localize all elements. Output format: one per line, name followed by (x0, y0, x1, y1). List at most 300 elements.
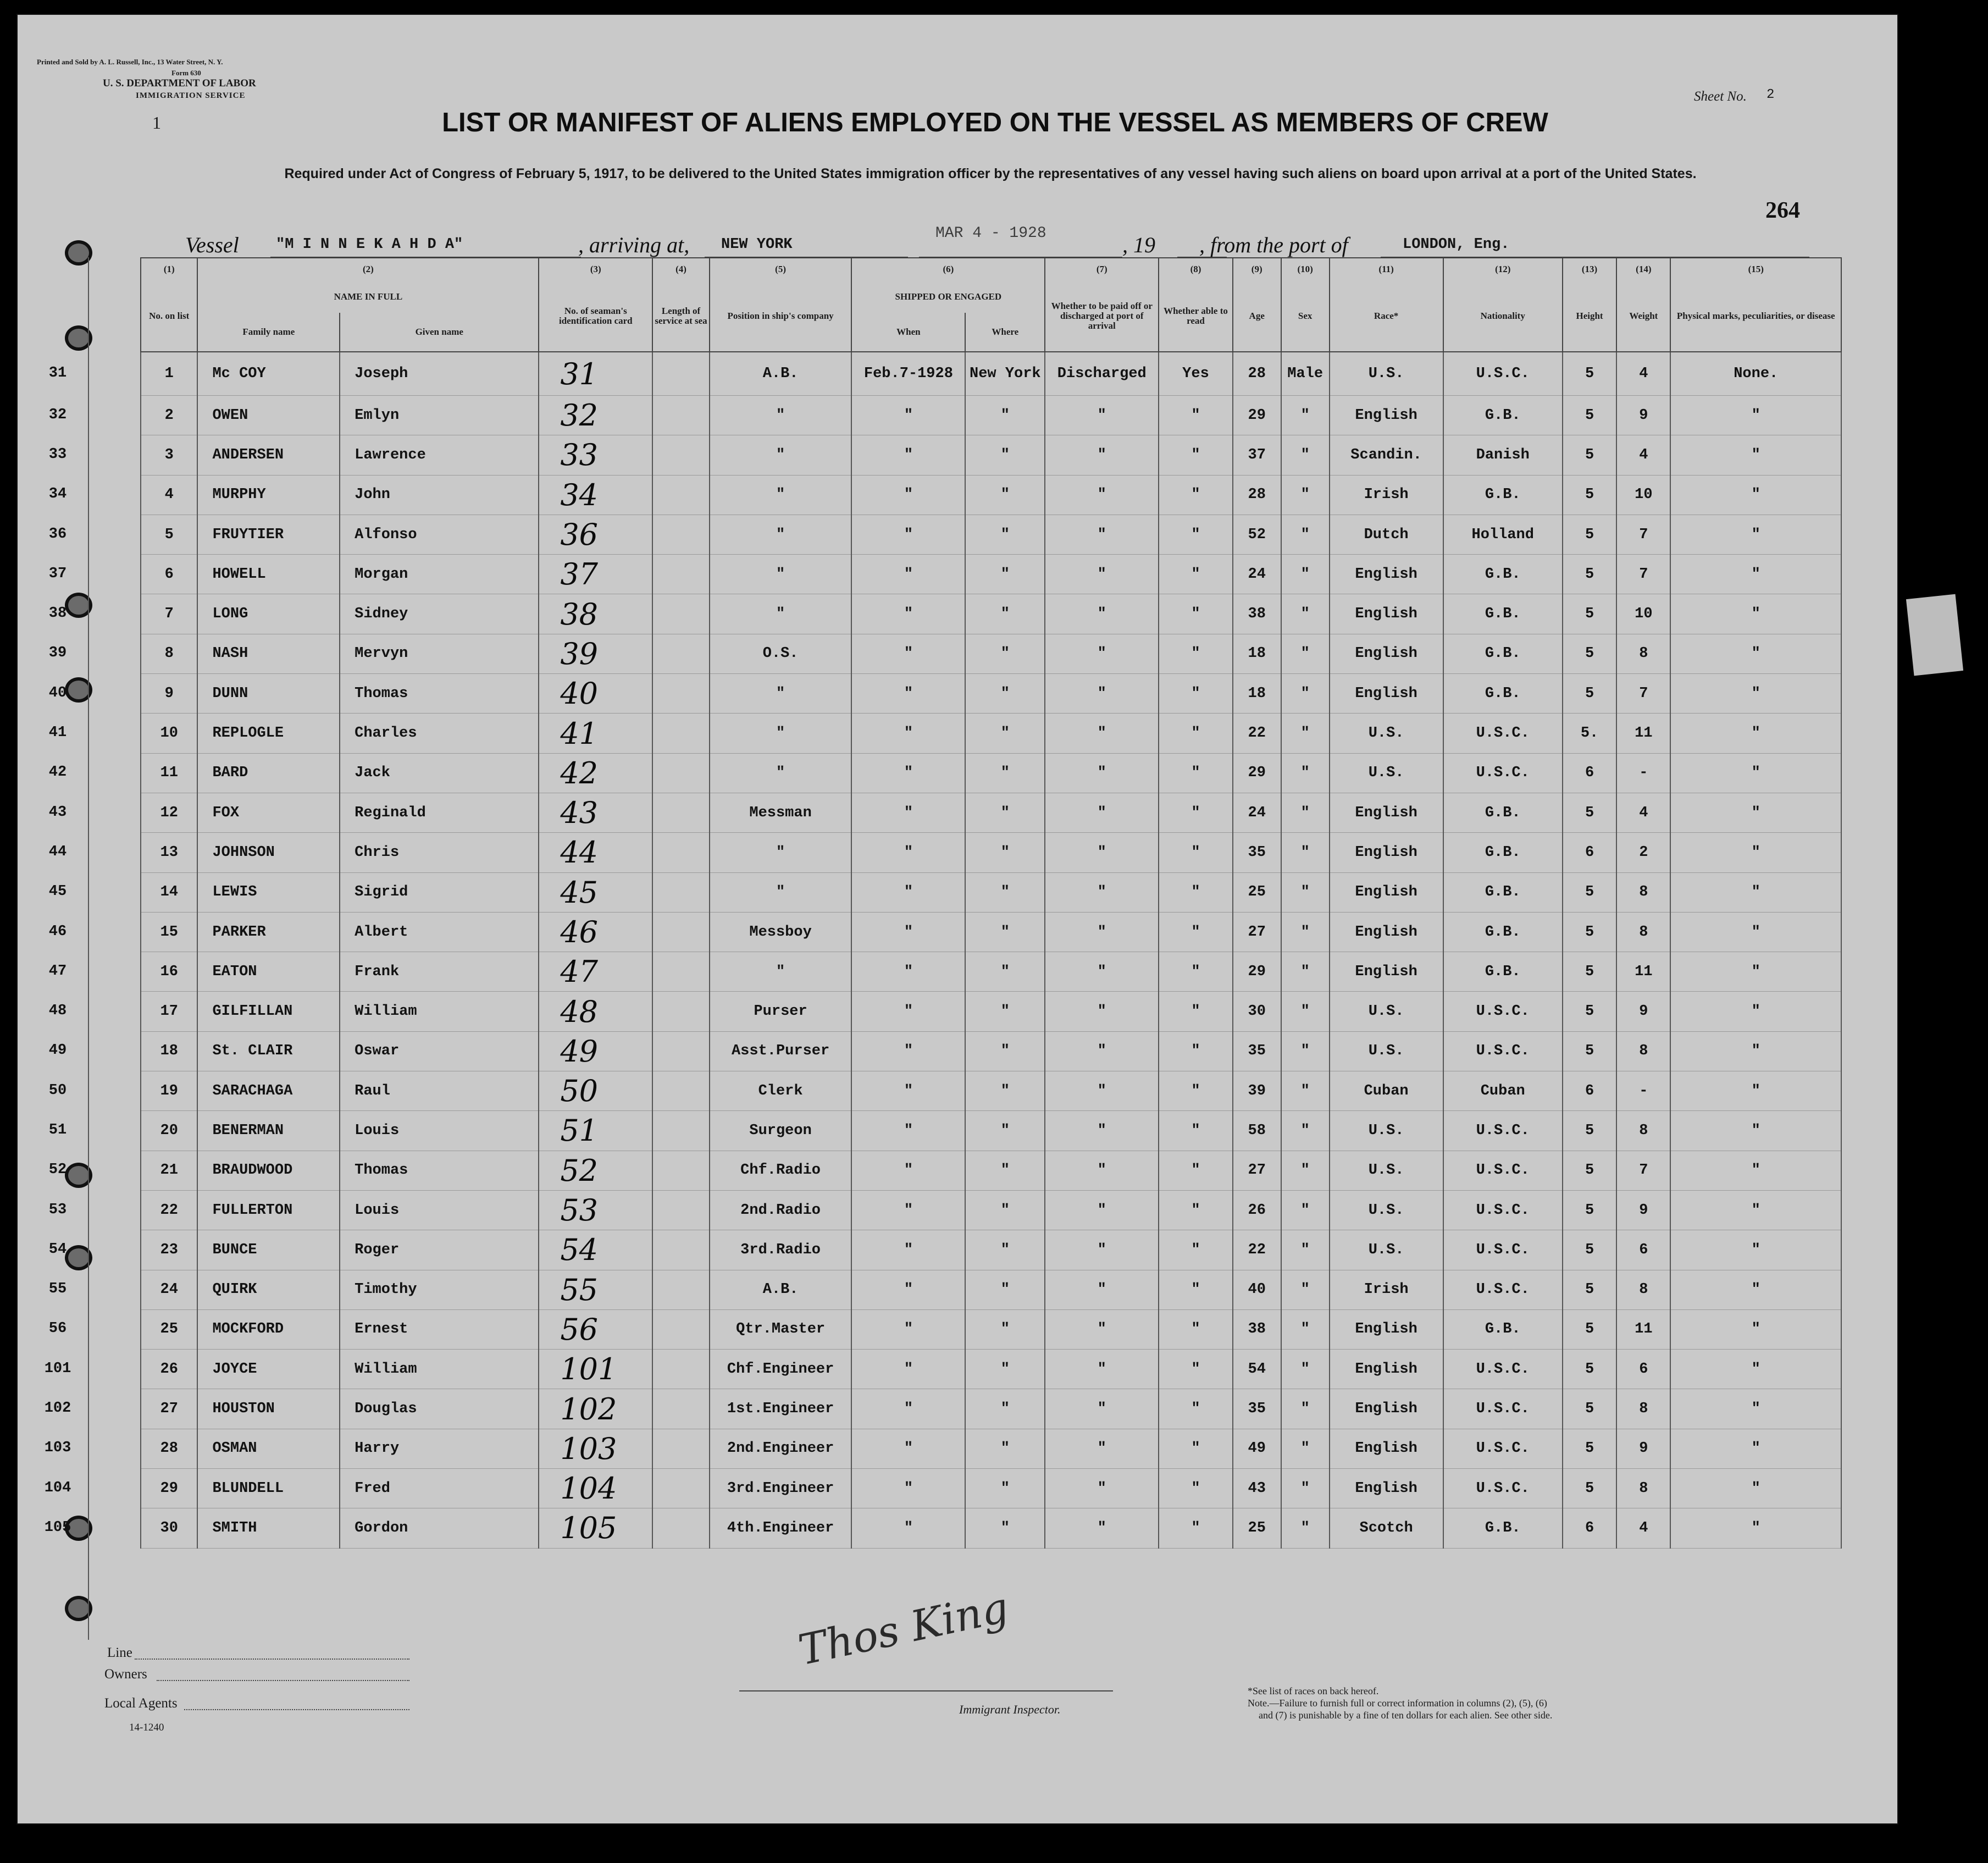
weight-cell: 8 (1616, 1031, 1670, 1071)
list-number-cell: 29 (141, 1469, 197, 1508)
id-card-number-cell: 40 (539, 674, 652, 714)
list-number-cell: 23 (141, 1230, 197, 1270)
physical-marks-cell: " (1670, 594, 1841, 634)
list-number-cell: 28 (141, 1429, 197, 1468)
family-name-cell: HOUSTON (197, 1389, 340, 1429)
sex-cell: " (1281, 1389, 1330, 1429)
paid-off-cell: " (1045, 872, 1159, 912)
given-name-cell: Morgan (340, 555, 539, 594)
id-card-number-cell: 39 (539, 634, 652, 673)
weight-cell: 6 (1616, 1350, 1670, 1389)
paid-off-cell: " (1045, 992, 1159, 1031)
length-of-service-cell (652, 952, 709, 992)
nationality-cell: U.S.C. (1443, 753, 1563, 793)
physical-marks-cell: " (1670, 753, 1841, 793)
paid-off-cell: " (1045, 1270, 1159, 1309)
position-cell: " (710, 674, 852, 714)
list-number-cell: 1 (141, 352, 197, 396)
given-name-cell: Timothy (340, 1270, 539, 1309)
given-name-cell: John (340, 475, 539, 515)
paid-off-cell: " (1045, 594, 1159, 634)
age-cell: 54 (1233, 1350, 1281, 1389)
sheet-reference-number: 40 (48, 684, 67, 701)
nationality-cell: G.B. (1443, 594, 1563, 634)
list-number-cell: 4 (141, 475, 197, 515)
paid-off-cell: " (1045, 1071, 1159, 1111)
physical-marks-cell: " (1670, 1111, 1841, 1151)
sheet-reference-number: 53 (48, 1201, 67, 1218)
family-name-cell: ANDERSEN (197, 435, 340, 475)
paper-tab (1906, 594, 1963, 676)
list-number-cell: 18 (141, 1031, 197, 1071)
shipped-when-cell: " (851, 1151, 965, 1190)
race-cell: English (1330, 1389, 1443, 1429)
vessel-label: Vessel (185, 233, 239, 257)
nationality-cell: U.S.C. (1443, 1429, 1563, 1468)
header-family-name: Family name (197, 313, 340, 352)
age-cell: 40 (1233, 1270, 1281, 1309)
age-cell: 49 (1233, 1429, 1281, 1468)
age-cell: 29 (1233, 396, 1281, 435)
shipped-where-cell: New York (965, 352, 1045, 396)
family-name-cell: HOWELL (197, 555, 340, 594)
length-of-service-cell (652, 992, 709, 1031)
sheet-reference-number: 32 (48, 406, 67, 423)
table-row (141, 475, 1841, 515)
sex-cell: " (1281, 1350, 1330, 1389)
id-card-number-cell: 103 (539, 1429, 652, 1468)
id-card-number-cell: 38 (539, 594, 652, 634)
position-cell: " (710, 515, 852, 554)
height-cell: 5 (1563, 352, 1616, 396)
height-cell: 5 (1563, 1469, 1616, 1508)
height-cell: 5 (1563, 1309, 1616, 1349)
sex-cell: " (1281, 1071, 1330, 1111)
table-row (141, 912, 1841, 952)
given-name-cell: Louis (340, 1190, 539, 1230)
weight-cell: 9 (1616, 396, 1670, 435)
shipped-when-cell: " (851, 952, 965, 992)
given-name-cell: Thomas (340, 1151, 539, 1190)
age-cell: 38 (1233, 594, 1281, 634)
age-cell: 28 (1233, 475, 1281, 515)
shipped-when-cell: " (851, 1350, 965, 1389)
height-cell: 5 (1563, 435, 1616, 475)
table-row (141, 1190, 1841, 1230)
sex-cell: " (1281, 793, 1330, 832)
sex-cell: " (1281, 1190, 1330, 1230)
physical-marks-cell: " (1670, 674, 1841, 714)
given-name-cell: Charles (340, 714, 539, 753)
nationality-cell: G.B. (1443, 912, 1563, 952)
shipped-where-cell: " (965, 555, 1045, 594)
height-cell: 5 (1563, 793, 1616, 832)
col-number: (3) (539, 258, 652, 280)
col-number: (6) (851, 258, 1045, 280)
agents-dots (184, 1709, 409, 1710)
family-name-cell: BLUNDELL (197, 1469, 340, 1508)
sheet-reference-number: 56 (48, 1320, 67, 1337)
paid-off-cell: " (1045, 1230, 1159, 1270)
header-where: Where (965, 313, 1045, 352)
age-cell: 58 (1233, 1111, 1281, 1151)
age-cell: 24 (1233, 555, 1281, 594)
position-cell: 2nd.Engineer (710, 1429, 852, 1468)
length-of-service-cell (652, 1309, 709, 1349)
weight-cell: 10 (1616, 594, 1670, 634)
id-card-number-cell: 48 (539, 992, 652, 1031)
col-number: (11) (1330, 258, 1443, 280)
shipped-when-cell: " (851, 1508, 965, 1548)
able-to-read-cell: " (1159, 435, 1233, 475)
race-cell: U.S. (1330, 1190, 1443, 1230)
able-to-read-cell: " (1159, 1071, 1233, 1111)
table-row (141, 1469, 1841, 1508)
nationality-cell: U.S.C. (1443, 1270, 1563, 1309)
table-row (141, 753, 1841, 793)
sheet-reference-number: 38 (48, 605, 67, 622)
table-row (141, 1230, 1841, 1270)
sheet-reference-number: 105 (44, 1519, 71, 1536)
sex-cell: Male (1281, 352, 1330, 396)
list-number-cell: 20 (141, 1111, 197, 1151)
line-dots (135, 1659, 409, 1660)
position-cell: 3rd.Radio (710, 1230, 852, 1270)
line-label: Line (107, 1645, 132, 1660)
age-cell: 30 (1233, 992, 1281, 1031)
length-of-service-cell (652, 1350, 709, 1389)
family-name-cell: FRUYTIER (197, 515, 340, 554)
given-name-cell: Joseph (340, 352, 539, 396)
shipped-where-cell: " (965, 952, 1045, 992)
col-number: (5) (710, 258, 852, 280)
table-row (141, 435, 1841, 475)
able-to-read-cell: " (1159, 833, 1233, 872)
sex-cell: " (1281, 594, 1330, 634)
length-of-service-cell (652, 1508, 709, 1548)
list-number-cell: 12 (141, 793, 197, 832)
table-row (141, 352, 1841, 396)
list-number-cell: 14 (141, 872, 197, 912)
paid-off-cell: " (1045, 714, 1159, 753)
crew-manifest-table (140, 257, 1842, 1549)
weight-cell: 2 (1616, 833, 1670, 872)
id-card-number-cell: 36 (539, 515, 652, 554)
race-cell: Cuban (1330, 1071, 1443, 1111)
nationality-cell: U.S.C. (1443, 714, 1563, 753)
position-cell: Messboy (710, 912, 852, 952)
position-cell: Qtr.Master (710, 1309, 852, 1349)
inspector-signature: Thos King (794, 1582, 1013, 1675)
id-card-number-cell: 54 (539, 1230, 652, 1270)
race-cell: Dutch (1330, 515, 1443, 554)
header-age: Age (1233, 280, 1281, 352)
sex-cell: " (1281, 475, 1330, 515)
height-cell: 5. (1563, 714, 1616, 753)
length-of-service-cell (652, 475, 709, 515)
sheet-reference-number: 102 (44, 1400, 71, 1417)
shipped-when-cell: " (851, 992, 965, 1031)
nationality-cell: G.B. (1443, 952, 1563, 992)
id-card-number-cell: 34 (539, 475, 652, 515)
position-cell: " (710, 555, 852, 594)
family-name-cell: BENERMAN (197, 1111, 340, 1151)
id-card-number-cell: 101 (539, 1350, 652, 1389)
table-row (141, 1151, 1841, 1190)
length-of-service-cell (652, 435, 709, 475)
physical-marks-cell: " (1670, 1151, 1841, 1190)
family-name-cell: SARACHAGA (197, 1071, 340, 1111)
nationality-cell: U.S.C. (1443, 1111, 1563, 1151)
shipped-where-cell: " (965, 1429, 1045, 1468)
sheet-reference-number: 104 (44, 1479, 71, 1496)
list-number-cell: 9 (141, 674, 197, 714)
shipped-when-cell: " (851, 872, 965, 912)
paid-off-cell: " (1045, 1508, 1159, 1548)
physical-marks-cell: " (1670, 833, 1841, 872)
weight-cell: 11 (1616, 1309, 1670, 1349)
table-row (141, 833, 1841, 872)
position-cell: " (710, 714, 852, 753)
shipped-where-cell: " (965, 1309, 1045, 1349)
given-name-cell: Fred (340, 1469, 539, 1508)
position-cell: 3rd.Engineer (710, 1469, 852, 1508)
sheet-reference-number: 55 (48, 1281, 67, 1298)
shipped-where-cell: " (965, 1111, 1045, 1151)
paid-off-cell: " (1045, 753, 1159, 793)
sheet-reference-number: 42 (48, 764, 67, 781)
nationality-cell: U.S.C. (1443, 1031, 1563, 1071)
physical-marks-cell: " (1670, 1389, 1841, 1429)
given-name-cell: Emlyn (340, 396, 539, 435)
position-cell: Purser (710, 992, 852, 1031)
shipped-when-cell: " (851, 1270, 965, 1309)
length-of-service-cell (652, 1389, 709, 1429)
list-number-cell: 15 (141, 912, 197, 952)
length-of-service-cell (652, 1071, 709, 1111)
able-to-read-cell: " (1159, 992, 1233, 1031)
shipped-where-cell: " (965, 634, 1045, 673)
given-name-cell: Roger (340, 1230, 539, 1270)
id-card-number-cell: 33 (539, 435, 652, 475)
weight-cell: 8 (1616, 1111, 1670, 1151)
physical-marks-cell: " (1670, 1270, 1841, 1309)
list-number-cell: 22 (141, 1190, 197, 1230)
age-cell: 35 (1233, 833, 1281, 872)
list-number-cell: 13 (141, 833, 197, 872)
family-name-cell: LEWIS (197, 872, 340, 912)
position-cell: Chf.Radio (710, 1151, 852, 1190)
weight-cell: 11 (1616, 952, 1670, 992)
age-cell: 35 (1233, 1389, 1281, 1429)
race-cell: U.S. (1330, 352, 1443, 396)
length-of-service-cell (652, 352, 709, 396)
header-shipped: SHIPPED OR ENGAGED (851, 280, 1045, 313)
height-cell: 5 (1563, 1111, 1616, 1151)
nationality-cell: G.B. (1443, 1309, 1563, 1349)
list-number-cell: 5 (141, 515, 197, 554)
nationality-cell: U.S.C. (1443, 1151, 1563, 1190)
sex-cell: " (1281, 833, 1330, 872)
family-name-cell: NASH (197, 634, 340, 673)
shipped-where-cell: " (965, 674, 1045, 714)
header-name-in-full: NAME IN FULL (197, 280, 539, 313)
table-row (141, 872, 1841, 912)
given-name-cell: William (340, 1350, 539, 1389)
paid-off-cell: " (1045, 1389, 1159, 1429)
table-row (141, 793, 1841, 832)
table-row (141, 714, 1841, 753)
sex-cell: " (1281, 714, 1330, 753)
height-cell: 5 (1563, 1151, 1616, 1190)
shipped-when-cell: " (851, 753, 965, 793)
header-paid-off: Whether to be paid off or discharged at port of arrival (1045, 280, 1159, 352)
able-to-read-cell: " (1159, 1111, 1233, 1151)
able-to-read-cell: " (1159, 1031, 1233, 1071)
nationality-cell: G.B. (1443, 475, 1563, 515)
length-of-service-cell (652, 1429, 709, 1468)
able-to-read-cell: " (1159, 753, 1233, 793)
able-to-read-cell: " (1159, 872, 1233, 912)
given-name-cell: Harry (340, 1429, 539, 1468)
paid-off-cell: " (1045, 1309, 1159, 1349)
family-name-cell: Mc COY (197, 352, 340, 396)
able-to-read-cell: " (1159, 396, 1233, 435)
shipped-when-cell: " (851, 1469, 965, 1508)
sheet-reference-number: 51 (48, 1121, 67, 1138)
sheet-reference-number: 43 (48, 804, 67, 821)
given-name-cell: Reginald (340, 793, 539, 832)
shipped-where-cell: " (965, 1469, 1045, 1508)
table-row (141, 1350, 1841, 1389)
length-of-service-cell (652, 912, 709, 952)
position-cell: A.B. (710, 1270, 852, 1309)
sheet-reference-number: 52 (48, 1162, 67, 1179)
shipped-when-cell: " (851, 1071, 965, 1111)
height-cell: 6 (1563, 1508, 1616, 1548)
sheet-reference-number: 101 (44, 1360, 71, 1377)
race-cell: English (1330, 555, 1443, 594)
physical-marks-cell: " (1670, 1071, 1841, 1111)
family-name-cell: BARD (197, 753, 340, 793)
race-cell: English (1330, 674, 1443, 714)
paid-off-cell: " (1045, 793, 1159, 832)
height-cell: 6 (1563, 753, 1616, 793)
table-row (141, 1071, 1841, 1111)
shipped-where-cell: " (965, 1190, 1045, 1230)
family-name-cell: OSMAN (197, 1429, 340, 1468)
departure-port: LONDON, Eng. (1403, 236, 1510, 253)
position-cell: " (710, 753, 852, 793)
race-cell: English (1330, 912, 1443, 952)
height-cell: 5 (1563, 1270, 1616, 1309)
physical-marks-cell: " (1670, 515, 1841, 554)
table-row (141, 396, 1841, 435)
paid-off-cell: " (1045, 1469, 1159, 1508)
nationality-cell: G.B. (1443, 872, 1563, 912)
able-to-read-cell: " (1159, 475, 1233, 515)
age-cell: 38 (1233, 1309, 1281, 1349)
race-cell: Irish (1330, 475, 1443, 515)
position-cell: 2nd.Radio (710, 1190, 852, 1230)
shipped-when-cell: " (851, 634, 965, 673)
list-number-cell: 11 (141, 753, 197, 793)
header-id-card: No. of seaman's identification card (539, 280, 652, 352)
age-cell: 27 (1233, 912, 1281, 952)
given-name-cell: Chris (340, 833, 539, 872)
sex-cell: " (1281, 992, 1330, 1031)
given-name-cell: Jack (340, 753, 539, 793)
table-row (141, 1389, 1841, 1429)
paid-off-cell: " (1045, 1429, 1159, 1468)
physical-marks-cell: " (1670, 555, 1841, 594)
weight-cell: 7 (1616, 555, 1670, 594)
weight-cell: - (1616, 1071, 1670, 1111)
sheet-reference-number: 44 (48, 843, 67, 860)
family-name-cell: BRAUDWOOD (197, 1151, 340, 1190)
header-marks: Physical marks, peculiarities, or disease (1670, 280, 1841, 352)
sex-cell: " (1281, 753, 1330, 793)
race-cell: English (1330, 1350, 1443, 1389)
height-cell: 5 (1563, 992, 1616, 1031)
given-name-cell: Alfonso (340, 515, 539, 554)
arriving-label: , arriving at, (578, 233, 690, 257)
shipped-when-cell: " (851, 674, 965, 714)
position-cell: " (710, 435, 852, 475)
able-to-read-cell: " (1159, 515, 1233, 554)
given-name-cell: Lawrence (340, 435, 539, 475)
sheet-reference-number: 33 (48, 446, 67, 463)
list-number-cell: 10 (141, 714, 197, 753)
age-cell: 43 (1233, 1469, 1281, 1508)
nationality-cell: Danish (1443, 435, 1563, 475)
family-name-cell: EATON (197, 952, 340, 992)
sex-cell: " (1281, 1111, 1330, 1151)
race-cell: U.S. (1330, 1111, 1443, 1151)
able-to-read-cell: " (1159, 952, 1233, 992)
id-card-number-cell: 52 (539, 1151, 652, 1190)
able-to-read-cell: " (1159, 793, 1233, 832)
owners-label: Owners (104, 1667, 147, 1682)
col-number: (9) (1233, 258, 1281, 280)
sheet-reference-number: 48 (48, 1003, 67, 1020)
given-name-cell: Ernest (340, 1309, 539, 1349)
shipped-when-cell: " (851, 396, 965, 435)
height-cell: 5 (1563, 872, 1616, 912)
list-number-cell: 16 (141, 952, 197, 992)
list-number-cell: 25 (141, 1309, 197, 1349)
header-nationality: Nationality (1443, 280, 1563, 352)
shipped-where-cell: " (965, 1389, 1045, 1429)
length-of-service-cell (652, 1031, 709, 1071)
height-cell: 5 (1563, 674, 1616, 714)
physical-marks-cell: " (1670, 475, 1841, 515)
id-card-number-cell: 105 (539, 1508, 652, 1548)
weight-cell: 10 (1616, 475, 1670, 515)
length-of-service-cell (652, 714, 709, 753)
length-of-service-cell (652, 396, 709, 435)
col-number: (14) (1616, 258, 1670, 280)
paid-off-cell: " (1045, 952, 1159, 992)
given-name-cell: Raul (340, 1071, 539, 1111)
height-cell: 5 (1563, 912, 1616, 952)
height-cell: 6 (1563, 833, 1616, 872)
age-cell: 27 (1233, 1151, 1281, 1190)
race-cell: U.S. (1330, 714, 1443, 753)
paid-off-cell: " (1045, 515, 1159, 554)
shipped-where-cell: " (965, 475, 1045, 515)
age-cell: 35 (1233, 1031, 1281, 1071)
